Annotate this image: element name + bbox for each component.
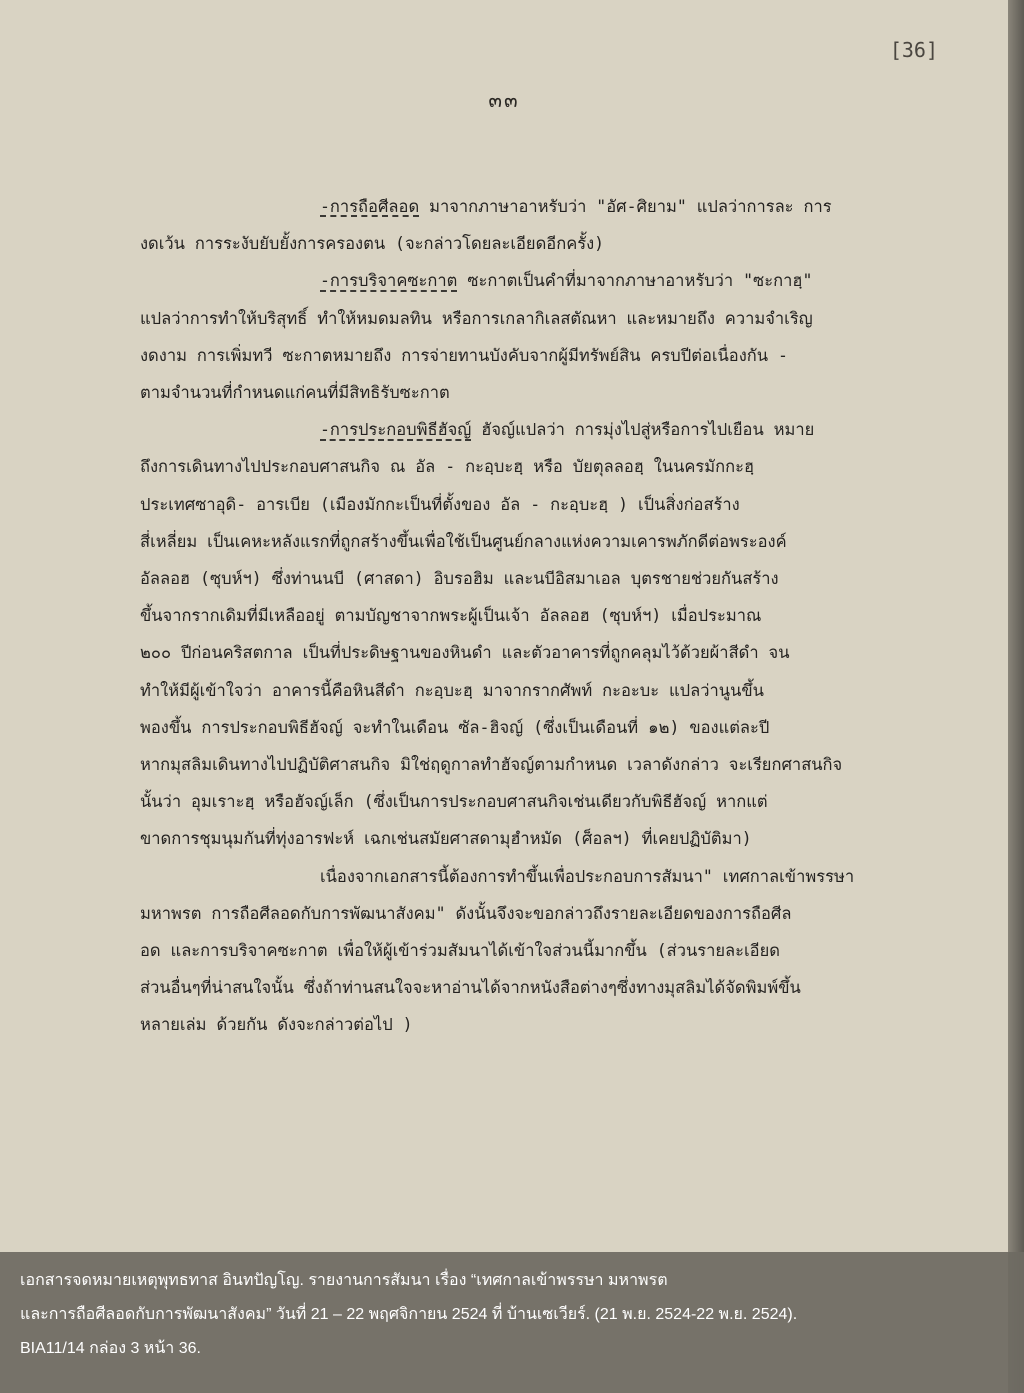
text-line: ส่วนอื่นๆที่น่าสนใจนั้น ซึ่งถ้าท่านสนใจจะหาอ่านได้จากหนังสือต่างๆซึ่งทางมุสลิมได้จัดพิมพ์ขึ้น xyxy=(140,978,801,998)
defined-term: -การประกอบพิธีฮัจญ์ xyxy=(320,420,472,440)
text-line xyxy=(140,262,940,299)
defined-term: -การบริจาคซะกาต xyxy=(320,271,458,291)
text-line: หากมุสลิมเดินทางไปปฏิบัติศาสนกิจ มิใช่ฤดูกาลทำฮัจญ์ตามกำหนด เวลาดังกล่าว จะเรียกศาสนกิจ xyxy=(140,755,843,775)
text-line: งดงาม การเพิ่มทวี ซะกาตหมายถึง การจ่ายทานบังคับจากผู้มีทรัพย์สิน ครบปีต่อเนื่องกัน - xyxy=(140,345,788,365)
text-line: เนื่องจากเอกสารนี้ต้องการทำขึ้นเพื่อประกอบการสัมนา" เทศกาลเข้าพรรษา xyxy=(320,866,855,886)
text-line: มหาพรต การถือศีลอดกับการพัฒนาสังคม" ดังนั้นจึงจะขอกล่าวถึงรายละเอียดของการถือศีล xyxy=(140,903,792,923)
text-line xyxy=(140,188,940,225)
page-edge xyxy=(1008,0,1024,1393)
text-line: นั้นว่า อุมเราะฮฺ หรือฮัจญ์เล็ก (ซึ่งเป็นการประกอบศาสนกิจเช่นเดียวกับพิธีฮัจญ์ หากแต่ xyxy=(140,792,768,812)
page-number: ๓๓ xyxy=(488,88,520,112)
term-definition: ฮัจญ์แปลว่า การมุ่งไปสู่หรือการไปเยือน หมาย xyxy=(471,420,815,440)
text-line: ทำให้มีผู้เข้าใจว่า อาคารนี้คือหินสีดำ กะอฺบะฮฺ มาจากรากศัพท์ กะอะบะ แปลว่านูนขึ้น xyxy=(140,680,764,700)
text-line: อด และการบริจาคซะกาต เพื่อให้ผู้เข้าร่วมสัมนาได้เข้าใจส่วนนี้มากขึ้น (ส่วนรายละเอียด xyxy=(140,941,780,961)
text-line: งดเว้น การระงับยับยั้งการครองตน (จะกล่าวโดยละเอียดอีกครั้ง) xyxy=(140,234,605,254)
archive-number: [36] xyxy=(889,38,938,62)
archive-caption xyxy=(0,1252,1024,1393)
caption-line-1: เอกสารจดหมายเหตุพุทธทาส อินทปัญโญ. รายงานการสัมนา เรื่อง “เทศกาลเข้าพรรษา มหาพรต xyxy=(20,1272,668,1289)
caption-line-2: และการถือศีลอดกับการพัฒนาสังคม” วันที่ 21 – 22 พฤศจิกายน 2524 ที่ บ้านเซเวียร์. (21 พ.ย. 2524-22 พ.ย. 2524). xyxy=(20,1306,798,1323)
text-line: ประเทศซาอุดิ- อารเบีย (เมืองมักกะเป็นที่ตั้งของ อัล - กะอฺบะฮฺ ) เป็นสิ่งก่อสร้าง xyxy=(140,494,740,514)
text-line xyxy=(140,411,940,448)
term-definition: มาจากภาษาอาหรับว่า "อัศ-ศิยาม" แปลว่าการละ การ xyxy=(419,197,832,216)
text-line: ถึงการเดินทางไปประกอบศาสนกิจ ณ อัล - กะอฺบะฮฺ หรือ บัยตุลลอฮฺ ในนครมักกะฮฺ xyxy=(140,457,755,477)
text-line: หลายเล่ม ด้วยกัน ดังจะกล่าวต่อไป ) xyxy=(140,1015,413,1035)
text-line: ขาดการชุมนุมกันที่ทุ่งอารฟะห์ เฉกเช่นสมัยศาสดามุฮำหมัด (ศ็อลฯ) ที่เคยปฏิบัติมา) xyxy=(140,829,752,849)
term-definition: ซะกาตเป็นคำที่มาจากภาษาอาหรับว่า "ซะกาฮฺ" xyxy=(457,271,813,291)
document-body xyxy=(140,188,940,1044)
text-line: ขึ้นจากรากเดิมที่มีเหลืออยู่ ตามบัญชาจากพระผู้เป็นเจ้า อัลลอฮ (ซุบห์ฯ) เมื่อประมาณ xyxy=(140,606,762,626)
text-line: แปลว่าการทำให้บริสุทธิ์ ทำให้หมดมลทิน หรือการเกลากิเลสตัณหา และหมายถึง ความจำเริญ xyxy=(140,308,813,328)
text-line: อัลลอฮ (ซุบห์ฯ) ซึ่งท่านนบี (ศาสดา) อิบรอฮิม และนบีอิสมาเอล บุตรชายช่วยกันสร้าง xyxy=(140,569,779,589)
defined-term: -การถือศีลอด xyxy=(320,197,420,216)
text-line: ๒๐๐ ปีก่อนคริสตกาล เป็นที่ประดิษฐานของหินดำ และตัวอาคารที่ถูกคลุมไว้ด้วยผ้าสีดำ จน xyxy=(140,643,790,663)
caption-line-3: BIA11/14 กล่อง 3 หน้า 36. xyxy=(20,1340,201,1357)
text-line: สี่เหลี่ยม เป็นเคหะหลังแรกที่ถูกสร้างขึ้นเพื่อใช้เป็นศูนย์กลางแห่งความเคารพภักดีต่อพระองค์ xyxy=(140,531,787,551)
text-line: พองขึ้น การประกอบพิธีฮัจญ์ จะทำในเดือน ซัล-ฮิจญ์ (ซึ่งเป็นเดือนที่ ๑๒) ของแต่ละปี xyxy=(140,717,770,737)
text-line: ตามจำนวนที่กำหนดแก่คนที่มีสิทธิรับซะกาต xyxy=(140,383,450,403)
